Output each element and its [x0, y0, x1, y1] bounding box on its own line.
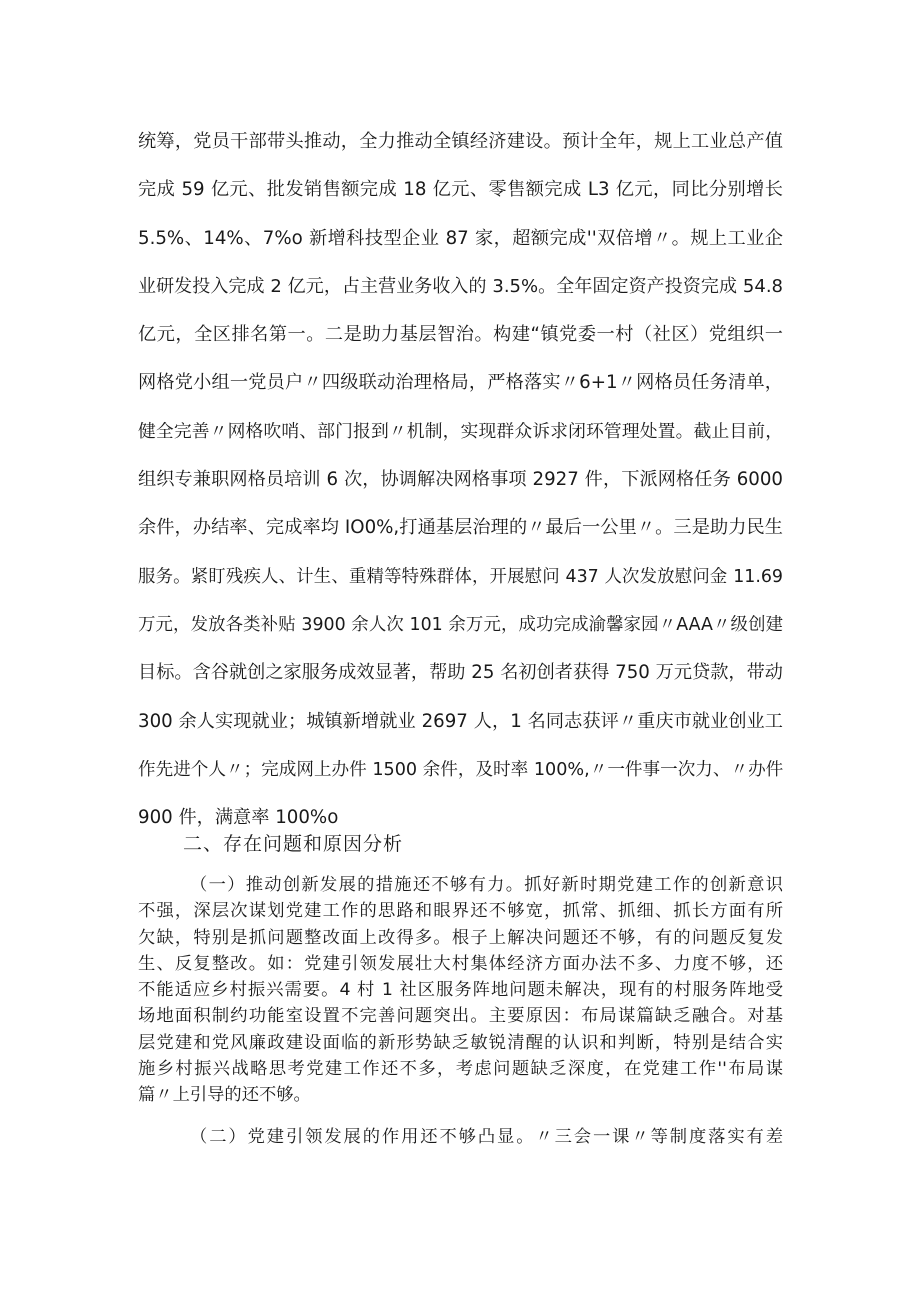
text-line: （一）推动创新发展的措施还不够有力。抓好新时期党建工作的创新意识 [190, 875, 783, 895]
text-line: 作先进个人〃；完成网上办件 1500 余件，及时率 100%,〃一件事一次力、〃办件 [138, 759, 784, 780]
text-line: 万元，发放各类补贴 3900 余人次 101 余万元，成功完成渝馨家园〃AAA〃级创建 [138, 614, 783, 635]
body-paragraph-party-leadership [138, 1124, 783, 1150]
text-line: 业研发投入完成 2 亿元，占主营业务收入的 3.5%。全年固定资产投资完成 54.8 [138, 275, 783, 297]
text-line: 场地面积制约功能室设置不完善问题突出。主要原因：布局谋篇缺乏融合。对基 [138, 1006, 783, 1027]
text-line: 欠缺，特别是抓问题整改面上改得多。根子上解决问题还不够，有的问题反复发 [138, 927, 783, 948]
body-paragraph-innovation-measures [138, 872, 783, 1109]
text-line: （二）党建引领发展的作用还不够凸显。〃三会一课〃等制度落实有差 [190, 1127, 783, 1147]
text-line: 5.5%、14%、7%o 新增科技型企业 87 家，超额完成''双倍增〃。规上工业企 [138, 227, 783, 249]
text-line: 施乡村振兴战略思考党建工作还不多，考虑问题缺乏深度，在党建工作''布局谋 [138, 1059, 783, 1080]
text-line: 完成 59 亿元、批发销售额完成 18 亿元、零售额完成 L3 亿元，同比分别增长 [138, 179, 783, 201]
text-line: 亿元，全区排名第一。二是助力基层智治。构建“镇党委一村（社区）党组织一 [138, 324, 783, 346]
text-line: 生、反复整改。如：党建引领发展壮大村集体经济方面办法不多、力度不够，还 [138, 953, 783, 974]
text-line: 网格党小组一党员户〃四级联动治理格局，严格落实〃6+1〃网格员任务清单， [138, 372, 783, 394]
text-line: 服务。紧盯残疾人、计生、重精等特殊群体，开展慰问 437 人次发放慰问金 11.69 [138, 566, 783, 587]
text-line: 健全完善〃网格吹哨、部门报到〃机制，实现群众诉求闭环管理处置。截止目前， [138, 420, 783, 442]
text-line: 统筹，党员干部带头推动，全力推动全镇经济建设。预计全年，规上工业总产值 [138, 131, 783, 152]
text-line: 不强，深层次谋划党建工作的思路和眼界还不够宽，抓常、抓细、抓长方面有所 [138, 901, 783, 922]
text-line: 层党建和党风廉政建设面临的新形势缺乏敏锐清醒的认识和判断，特别是结合实 [138, 1032, 783, 1053]
text-line: 组织专兼职网格员培训 6 次，协调解决网格事项 2927 件，下派网格任务 6000 [138, 469, 783, 491]
text-line: 300 余人实现就业；城镇新增就业 2697 人，1 名同志获评〃重庆市就业创业工 [138, 710, 783, 732]
body-paragraph-economy-governance-services [138, 122, 783, 846]
text-line: 目标。含谷就创之家服务成效显著，帮助 25 名初创者获得 750 万元贷款，带动 [138, 662, 783, 684]
section-heading: 二、存在问题和原因分析 [183, 833, 404, 855]
text-line: 余件，办结率、完成率均 IO0%,打通基层治理的〃最后一公里〃。三是助力民生 [138, 517, 783, 539]
text-line: 900 件，满意率 100%o [138, 807, 339, 829]
text-line: 篇〃上引导的还不够。 [138, 1085, 311, 1106]
text-line: 不能适应乡村振兴需要。4 村 1 社区服务阵地问题未解决，现有的村服务阵地受 [138, 980, 783, 1001]
